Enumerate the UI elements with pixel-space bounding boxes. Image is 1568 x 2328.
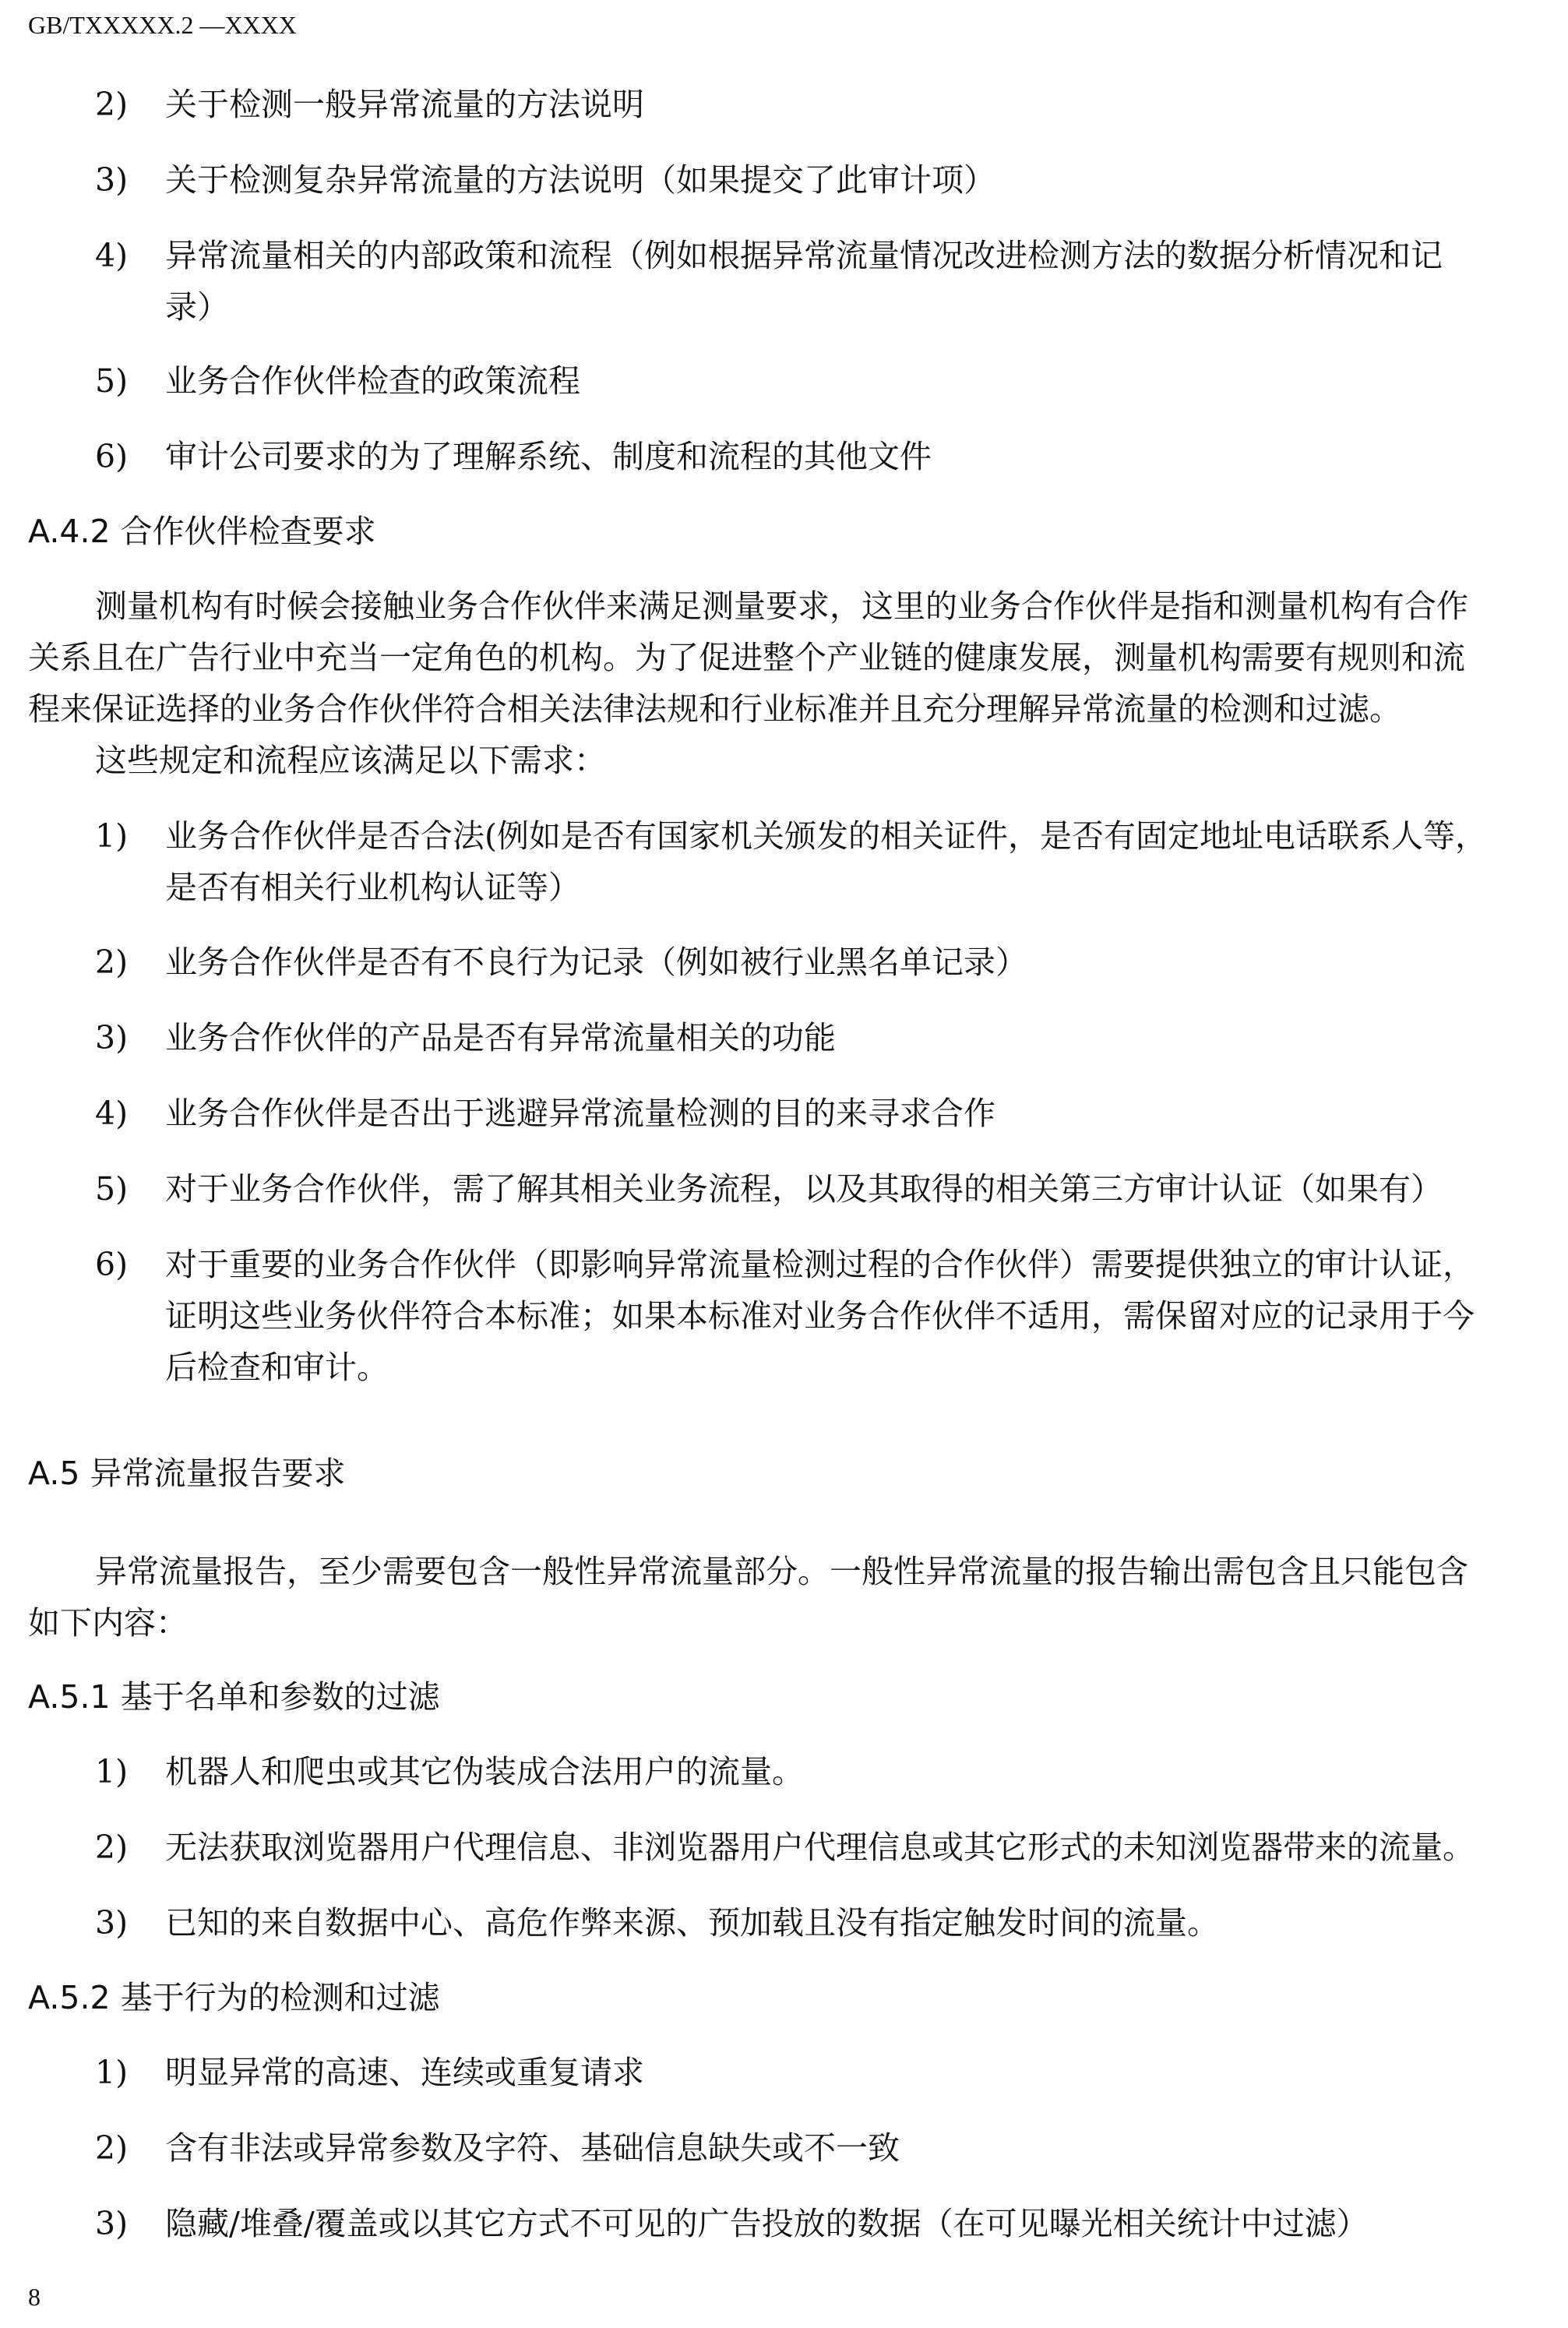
list-item-number: 2) [95, 1829, 129, 1866]
list-item-number: 1) [95, 817, 129, 855]
document-code-header: GB/TXXXXX.2 —XXXX [28, 11, 297, 39]
list-item-number: 3) [95, 2205, 129, 2242]
list-item-number: 3) [95, 1019, 129, 1056]
list-item-text: 后检查和审计。 [165, 1349, 389, 1386]
list-item-number: 5) [95, 362, 129, 400]
section-heading-a42: A.4.2 合作伙伴检查要求 [28, 513, 376, 550]
list-item-text: 机器人和爬虫或其它伪装成合法用户的流量。 [165, 1753, 804, 1790]
list-item-number: 1) [95, 2054, 129, 2091]
paragraph-line: 这些规定和流程应该满足以下需求： [95, 742, 606, 779]
section-a5-paragraph [28, 1546, 1468, 1649]
list-item-text: 明显异常的高速、连续或重复请求 [165, 2054, 644, 2091]
list-item-text: 是否有相关行业机构认证等） [165, 869, 580, 906]
paragraph-line: 程来保证选择的业务合作伙伴符合相关法律法规和行业标准并且充分理解异常流量的检测和过滤。 [28, 690, 1401, 728]
list-item-text: 业务合作伙伴的产品是否有异常流量相关的功能 [165, 1019, 836, 1056]
paragraph-line: 关系且在广告行业中充当一定角色的机构。为了促进整个产业链的健康发展，测量机构需要有规则和流 [28, 639, 1465, 676]
list-item-text: 对于重要的业务合作伙伴（即影响异常流量检测过程的合作伙伴）需要提供独立的审计认证， [165, 1246, 1475, 1283]
list-item-text: 含有非法或异常参数及字符、基础信息缺失或不一致 [165, 2129, 900, 2167]
paragraph-line: 如下内容： [28, 1604, 188, 1642]
list-item-text: 证明这些业务伙伴符合本标准；如果本标准对业务合作伙伴不适用，需保留对应的记录用于今 [165, 1297, 1475, 1335]
section-heading-a51: A.5.1 基于名单和参数的过滤 [28, 1678, 440, 1716]
list-item-text: 异常流量相关的内部政策和流程（例如根据异常流量情况改进检测方法的数据分析情况和记 [165, 237, 1443, 274]
list-item-text: 审计公司要求的为了理解系统、制度和流程的其他文件 [165, 438, 932, 475]
section-heading-a5: A.5 异常流量报告要求 [28, 1455, 346, 1492]
section-a42-paragraph [28, 580, 1468, 786]
list-item-text: 对于业务合作伙伴，需了解其相关业务流程，以及其取得的相关第三方审计认证（如果有） [165, 1170, 1443, 1208]
list-item-number: 2) [95, 2129, 129, 2167]
list-item-number: 2) [95, 944, 129, 981]
list-item-number: 4) [95, 237, 129, 274]
list-item-text: 隐藏/堆叠/覆盖或以其它方式不可见的广告投放的数据（在可见曝光相关统计中过滤） [165, 2205, 1369, 2242]
list-item-number: 6) [95, 438, 129, 475]
list-item-text: 业务合作伙伴是否出于逃避异常流量检测的目的来寻求合作 [165, 1095, 995, 1132]
list-item-text: 无法获取浏览器用户代理信息、非浏览器用户代理信息或其它形式的未知浏览器带来的流量。 [165, 1829, 1475, 1866]
list-item-number: 3) [95, 1904, 129, 1942]
list-item-number: 4) [95, 1095, 129, 1132]
list-item-text: 关于检测复杂异常流量的方法说明（如果提交了此审计项） [165, 161, 995, 199]
list-item-text: 业务合作伙伴是否合法(例如是否有国家机关颁发的相关证件，是否有固定地址电话联系人等， [165, 817, 1487, 855]
paragraph-line: 测量机构有时候会接触业务合作伙伴来满足测量要求，这里的业务合作伙伴是指和测量机构有合作 [95, 587, 1468, 625]
list-item-text: 录） [165, 288, 229, 326]
list-item-number: 6) [95, 1246, 129, 1283]
section-heading-a52: A.5.2 基于行为的检测和过滤 [28, 1979, 440, 2016]
list-item-text: 业务合作伙伴检查的政策流程 [165, 362, 580, 400]
list-item-text: 关于检测一般异常流量的方法说明 [165, 86, 644, 123]
paragraph-line: 异常流量报告，至少需要包含一般性异常流量部分。一般性异常流量的报告输出需包含且只能包含 [95, 1553, 1468, 1590]
list-item-text: 已知的来自数据中心、高危作弊来源、预加载且没有指定触发时间的流量。 [165, 1904, 1219, 1942]
list-item-number: 3) [95, 161, 129, 199]
page-number: 8 [28, 2283, 41, 2311]
list-item-number: 2) [95, 86, 129, 123]
list-item-number: 1) [95, 1753, 129, 1790]
list-item-text: 业务合作伙伴是否有不良行为记录（例如被行业黑名单记录） [165, 944, 1027, 981]
list-item-number: 5) [95, 1170, 129, 1208]
